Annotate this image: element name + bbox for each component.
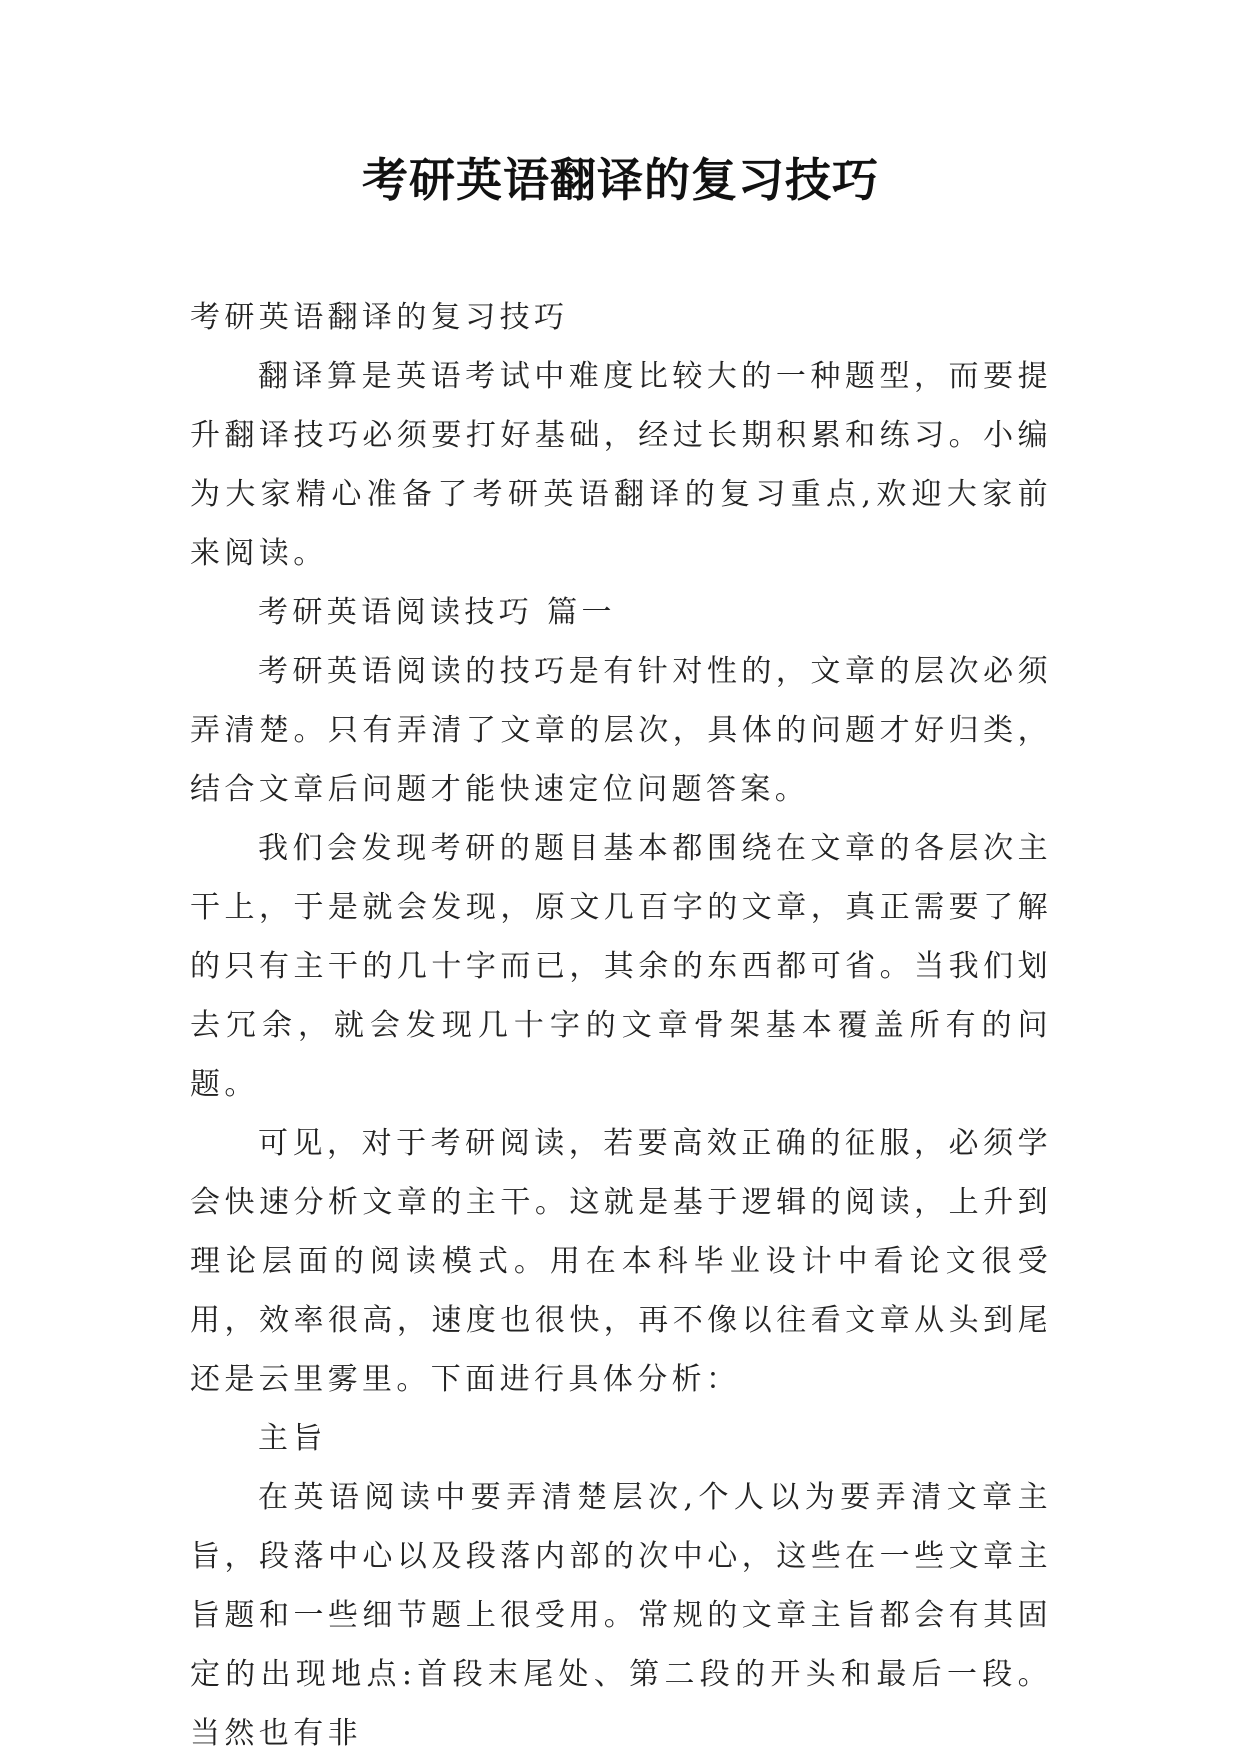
paragraph-analysis: 可见，对于考研阅读，若要高效正确的征服，必须学会快速分析文章的主干。这就是基于逻辑的阅读，上升到理论层面的阅读模式。用在本科毕业设计中看论文很受用，效率很高，速度也很快，再不像以往看文章从头到尾还是云里雾里。下面进行具体分析：	[190, 1126, 1052, 1397]
document-title: 考研英语翻译的复习技巧	[362, 153, 879, 207]
paragraph-reading-skills: 考研英语阅读的技巧是有针对性的，文章的层次必须弄清楚。只有弄清了文章的层次，具体的问题才好归类，结合文章后问题才能快速定位问题答案。	[190, 654, 1052, 807]
paragraph-intro: 翻译算是英语考试中难度比较大的一种题型，而要提升翻译技巧必须要打好基础，经过长期积累和练习。小编为大家精心准备了考研英语翻译的复习重点,欢迎大家前来阅读。	[190, 359, 1052, 571]
section-heading-part-one: 考研英语阅读技巧 篇一	[258, 595, 616, 630]
paragraph-main-stem: 我们会发现考研的题目基本都围绕在文章的各层次主干上，于是就会发现，原文几百字的文章，真正需要了解的只有主干的几十字而已，其余的东西都可省。当我们划去冗余，就会发现几十字的文章骨架基本覆盖所有的问题。	[190, 831, 1052, 1102]
paragraph-subtitle: 考研英语翻译的复习技巧	[190, 300, 569, 335]
document-body	[190, 288, 1052, 1763]
section-heading-main-idea: 主旨	[258, 1421, 327, 1456]
paragraph-main-idea: 在英语阅读中要弄清楚层次,个人以为要弄清文章主旨，段落中心以及段落内部的次中心，这些在一些文章主旨题和一些细节题上很受用。常规的文章主旨都会有其固定的出现地点:首段末尾处、第二段的开头和最后一段。当然也有非	[190, 1480, 1052, 1751]
